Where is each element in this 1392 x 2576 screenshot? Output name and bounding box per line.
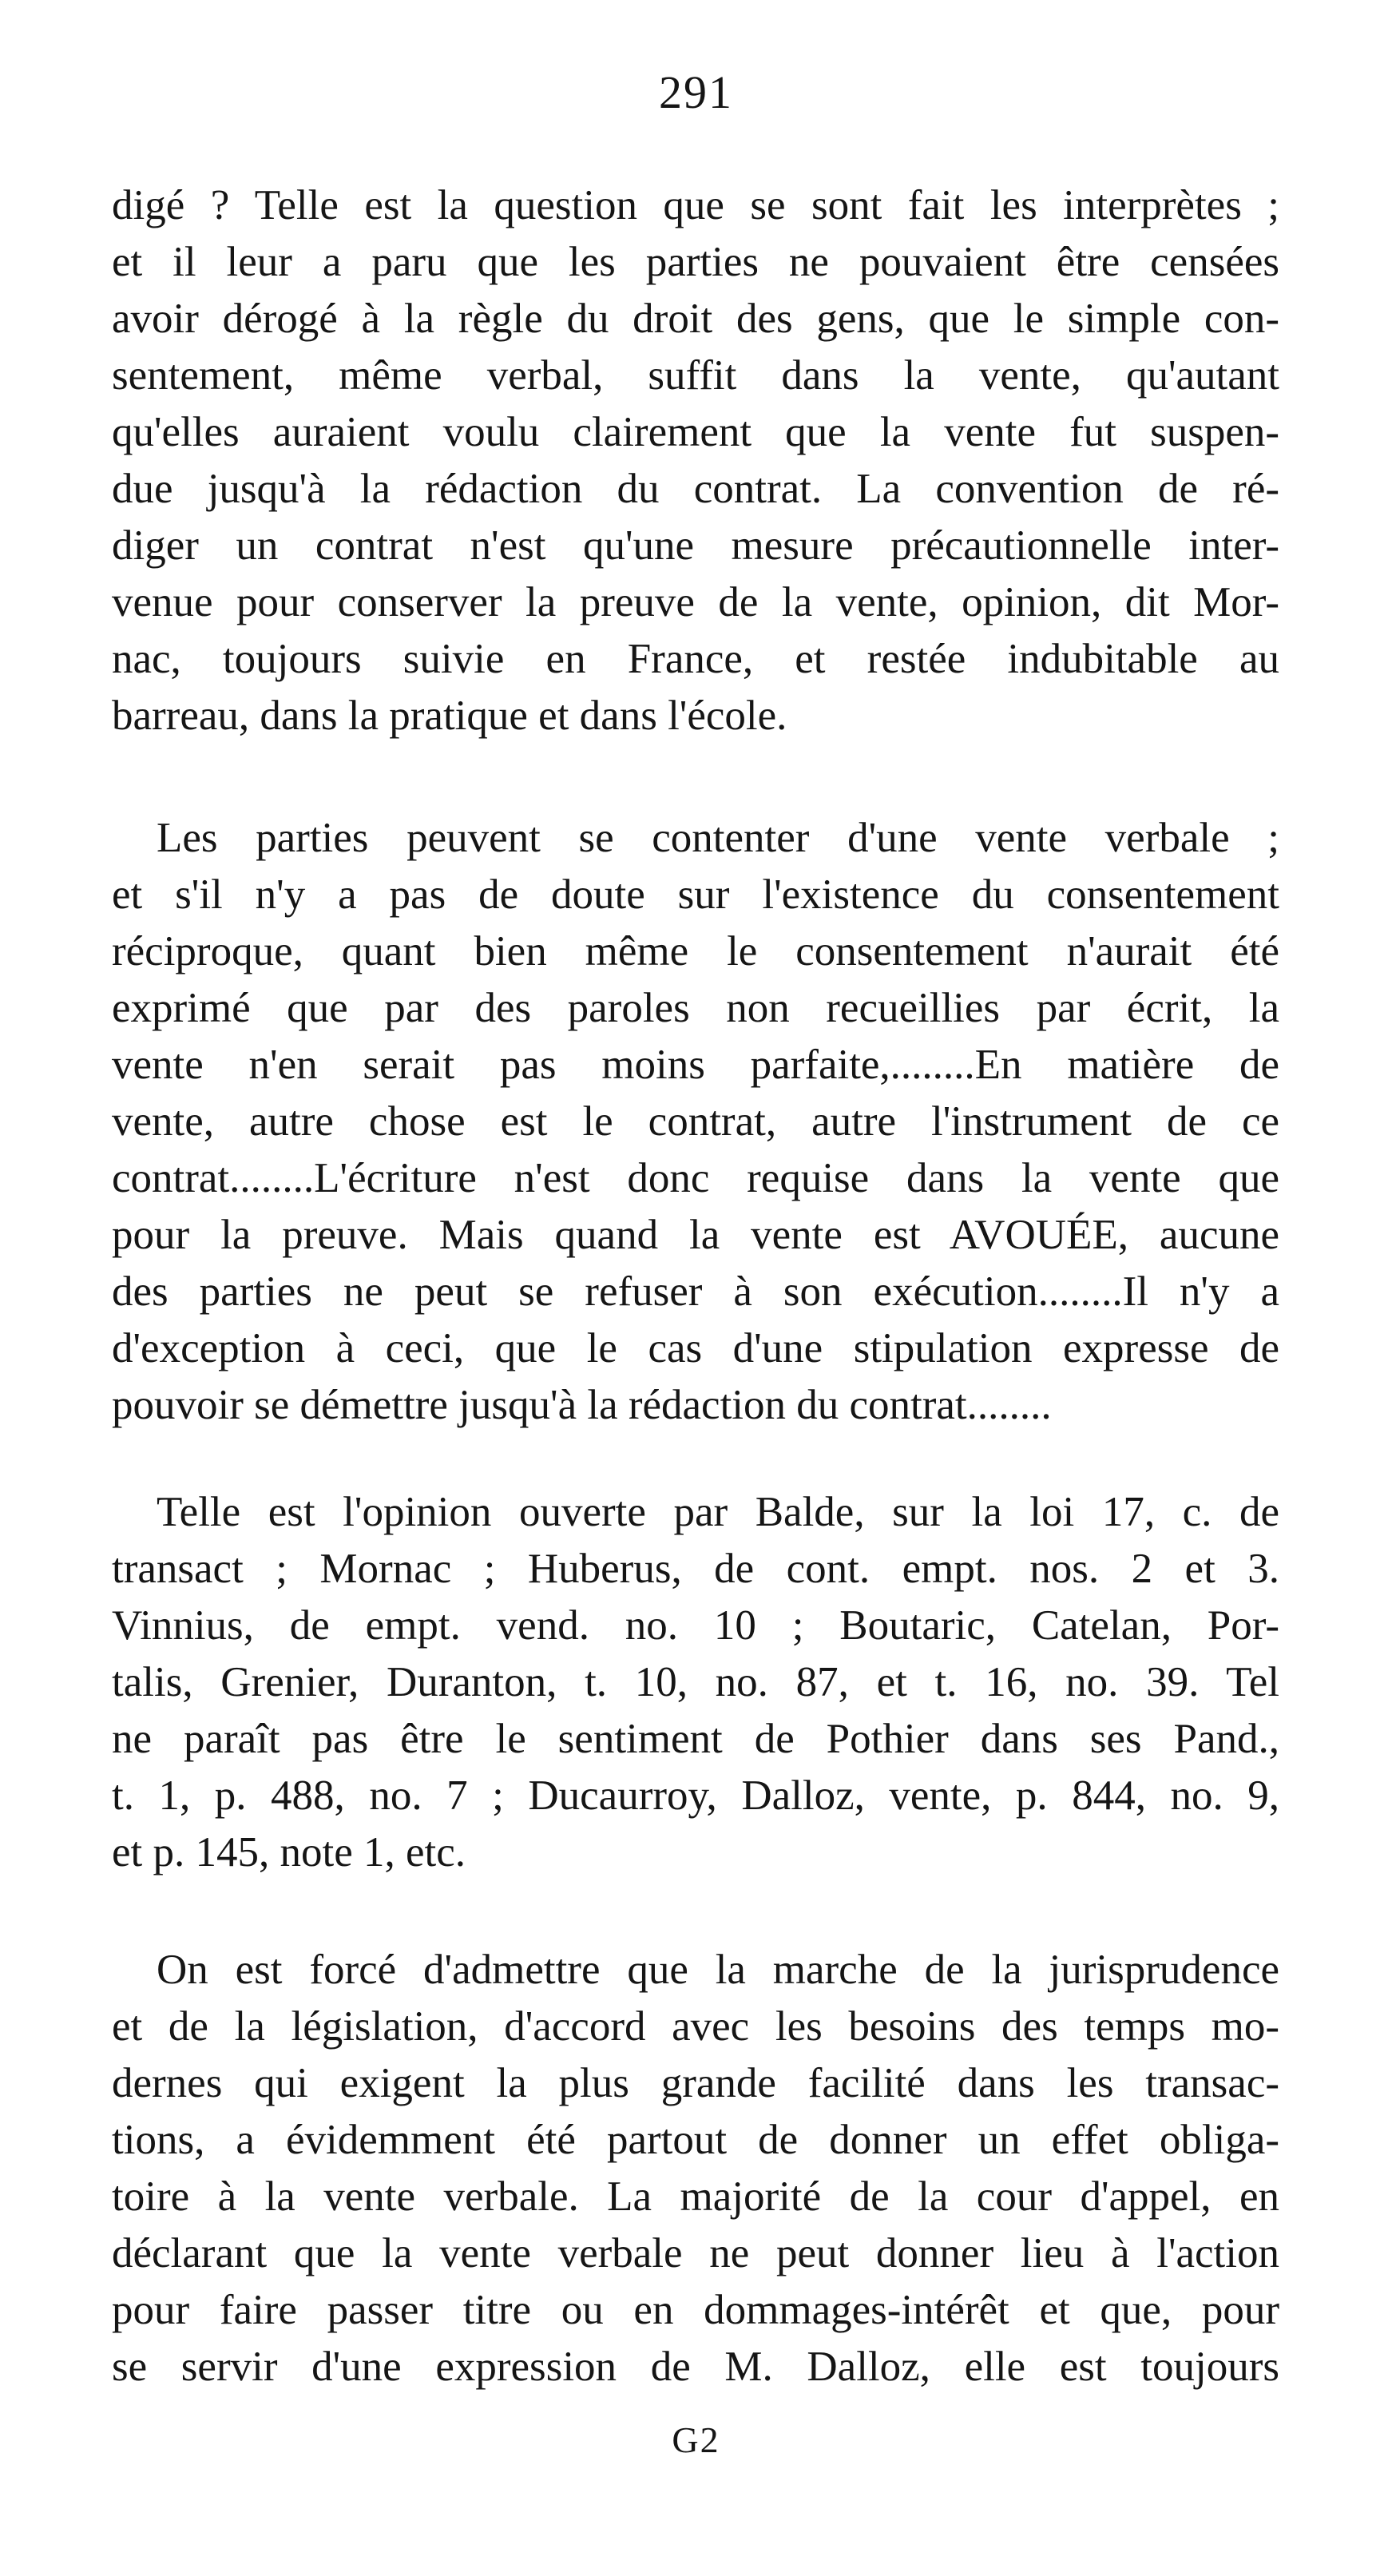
text-line: réciproque, quant bien même le consentement n'aurait été (112, 928, 1279, 974)
text-line: sentement, même verbal, suffit dans la vente, qu'autant (112, 352, 1279, 399)
text-line: exprimé que par des paroles non recueillies par écrit, la (112, 985, 1279, 1031)
text-line: talis, Grenier, Duranton, t. 10, no. 87, et t. 16, no. 39. Tel (112, 1659, 1279, 1705)
paragraph-4 (112, 1942, 1279, 2395)
text-line: contrat........L'écriture n'est donc requise dans la vente que (112, 1155, 1279, 1201)
text-line: nac, toujours suivie en France, et restée indubitable au (112, 636, 1279, 682)
signature-mark: G2 (672, 2419, 720, 2460)
page-number: 291 (659, 66, 733, 118)
text-line: Vinnius, de empt. vend. no. 10 ; Boutaric, Catelan, Por- (112, 1602, 1279, 1649)
text-line: tions, a évidemment été partout de donner un effet obliga- (112, 2117, 1279, 2163)
text-line: qu'elles auraient voulu clairement que la vente fut suspen- (112, 409, 1279, 455)
text-line: diger un contrat n'est qu'une mesure précautionnelle inter- (112, 522, 1279, 569)
text-line: des parties ne peut se refuser à son exécution........Il n'y a (112, 1268, 1279, 1315)
text-line: digé ? Telle est la question que se sont fait les interprètes ; (112, 182, 1279, 228)
text-line: et p. 145, note 1, etc. (112, 1829, 466, 1875)
text-line: due jusqu'à la rédaction du contrat. La convention de ré- (112, 466, 1279, 512)
text-line: pouvoir se démettre jusqu'à la rédaction du contrat........ (112, 1382, 1052, 1428)
text-line: Les parties peuvent se contenter d'une vente verbale ; (157, 815, 1279, 861)
text-line: t. 1, p. 488, no. 7 ; Ducaurroy, Dalloz, vente, p. 844, no. 9, (112, 1772, 1279, 1819)
text-line: venue pour conserver la preuve de la vente, opinion, dit Mor- (112, 579, 1279, 625)
text-line: et de la législation, d'accord avec les besoins des temps mo- (112, 2003, 1279, 2050)
paragraph-2 (112, 810, 1279, 1434)
paragraph-1 (112, 177, 1279, 744)
text-line: pour la preuve. Mais quand la vente est AVOUÉE, aucune (112, 1212, 1279, 1258)
text-line: et s'il n'y a pas de doute sur l'existence du consentement (112, 871, 1279, 918)
text-line: d'exception à ceci, que le cas d'une stipulation expresse de (112, 1325, 1279, 1371)
text-line: On est forcé d'admettre que la marche de la jurisprudence (157, 1947, 1279, 1993)
text-line: ne paraît pas être le sentiment de Pothier dans ses Pand., (112, 1716, 1279, 1762)
paragraph-3 (112, 1484, 1279, 1881)
text-line: vente, autre chose est le contrat, autre l'instrument de ce (112, 1098, 1279, 1145)
text-line: dernes qui exigent la plus grande facilité dans les transac- (112, 2060, 1279, 2106)
text-line: transact ; Mornac ; Huberus, de cont. empt. nos. 2 et 3. (112, 1546, 1279, 1592)
text-line: Telle est l'opinion ouverte par Balde, sur la loi 17, c. de (157, 1489, 1279, 1535)
text-line: déclarant que la vente verbale ne peut donner lieu à l'action (112, 2230, 1279, 2276)
text-line: barreau, dans la pratique et dans l'école. (112, 693, 787, 739)
text-line: se servir d'une expression de M. Dalloz, elle est toujours (112, 2344, 1279, 2390)
text-line: pour faire passer titre ou en dommages-intérêt et que, pour (112, 2287, 1279, 2333)
text-line: vente n'en serait pas moins parfaite,........En matière de (112, 1042, 1279, 1088)
text-line: et il leur a paru que les parties ne pouvaient être censées (112, 239, 1279, 285)
text-line: toire à la vente verbale. La majorité de la cour d'appel, en (112, 2173, 1279, 2220)
text-line: avoir dérogé à la règle du droit des gens, que le simple con- (112, 296, 1279, 342)
